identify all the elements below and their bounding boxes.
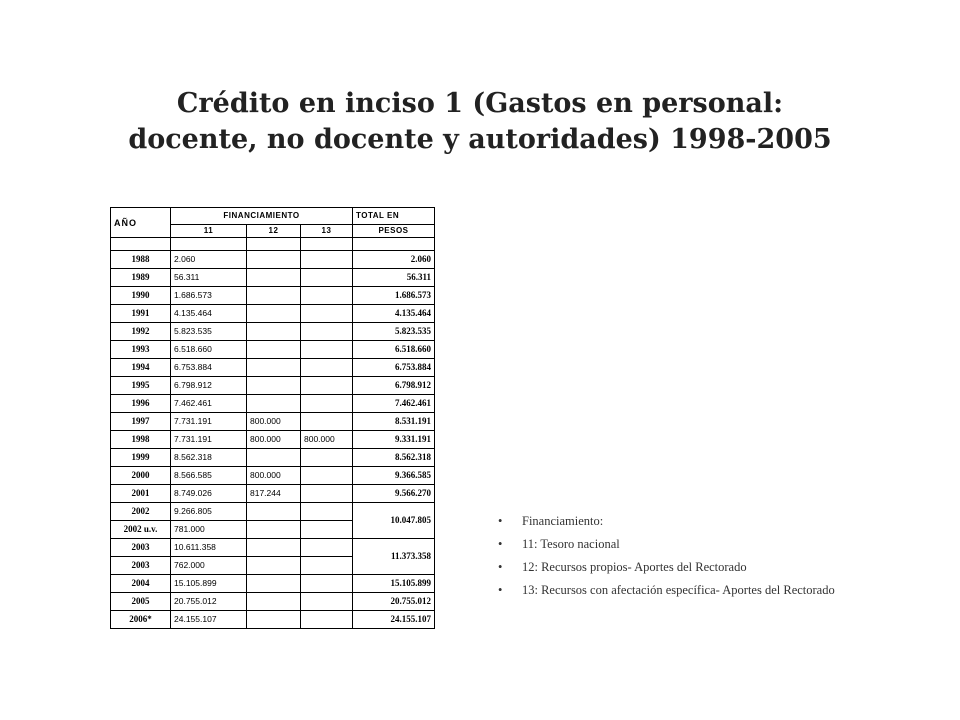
legend-item <box>498 514 878 529</box>
table-row <box>111 485 435 503</box>
total-cell: 9.566.270 <box>353 485 435 503</box>
source-12-cell <box>247 323 301 341</box>
legend-text: 11: Tesoro nacional <box>522 537 620 551</box>
source-12-cell: 817.244 <box>247 485 301 503</box>
year-cell: 2006* <box>111 611 171 629</box>
year-cell: 2000 <box>111 467 171 485</box>
bullet-icon: • <box>498 560 503 574</box>
year-cell: 2003 <box>111 557 171 575</box>
source-12-cell: 800.000 <box>247 467 301 485</box>
table-row <box>111 395 435 413</box>
source-12-cell <box>247 575 301 593</box>
source-13-cell <box>301 395 353 413</box>
source-13-cell <box>301 611 353 629</box>
source-13-cell <box>301 341 353 359</box>
spacer-cell <box>301 238 353 251</box>
total-cell: 6.753.884 <box>353 359 435 377</box>
year-cell: 1988 <box>111 251 171 269</box>
spacer-cell <box>111 238 171 251</box>
source-13-cell <box>301 323 353 341</box>
year-cell: 1992 <box>111 323 171 341</box>
source-13-cell <box>301 467 353 485</box>
col-13-header: 13 <box>301 225 353 238</box>
year-cell: 1991 <box>111 305 171 323</box>
year-cell: 2004 <box>111 575 171 593</box>
total-cell: 7.462.461 <box>353 395 435 413</box>
source-13-cell <box>301 575 353 593</box>
table-row <box>111 413 435 431</box>
credit-table <box>110 207 435 629</box>
source-11-cell: 20.755.012 <box>171 593 247 611</box>
total-cell: 9.331.191 <box>353 431 435 449</box>
table-row <box>111 269 435 287</box>
bullet-icon: • <box>498 514 503 528</box>
source-11-cell: 10.611.358 <box>171 539 247 557</box>
year-cell: 1995 <box>111 377 171 395</box>
source-13-cell <box>301 557 353 575</box>
source-12-cell <box>247 341 301 359</box>
source-12-cell <box>247 503 301 521</box>
total-header-pesos: PESOS <box>353 225 435 238</box>
table-row <box>111 611 435 629</box>
year-cell: 2002 u.v. <box>111 521 171 539</box>
year-cell: 1997 <box>111 413 171 431</box>
source-11-cell: 8.749.026 <box>171 485 247 503</box>
source-11-cell: 7.462.461 <box>171 395 247 413</box>
total-header: TOTAL EN <box>353 208 435 225</box>
source-12-cell <box>247 305 301 323</box>
title-line-2: docente, no docente y autoridades) 1998-2005 <box>128 124 832 155</box>
source-11-cell: 6.753.884 <box>171 359 247 377</box>
source-12-cell <box>247 611 301 629</box>
source-12-cell <box>247 593 301 611</box>
source-12-cell <box>247 449 301 467</box>
legend-item <box>498 560 878 575</box>
col-12-header: 12 <box>247 225 301 238</box>
source-11-cell: 6.798.912 <box>171 377 247 395</box>
source-13-cell <box>301 521 353 539</box>
source-12-cell <box>247 269 301 287</box>
source-11-cell: 8.566.585 <box>171 467 247 485</box>
total-cell: 4.135.464 <box>353 305 435 323</box>
source-13-cell <box>301 287 353 305</box>
source-11-cell: 15.105.899 <box>171 575 247 593</box>
source-11-cell: 1.686.573 <box>171 287 247 305</box>
year-cell: 1996 <box>111 395 171 413</box>
source-13-cell <box>301 503 353 521</box>
total-cell: 10.047.805 <box>353 503 435 539</box>
year-cell: 2005 <box>111 593 171 611</box>
source-13-cell <box>301 485 353 503</box>
source-11-cell: 2.060 <box>171 251 247 269</box>
table-row <box>111 251 435 269</box>
table-row <box>111 431 435 449</box>
source-11-cell: 7.731.191 <box>171 413 247 431</box>
year-cell: 1990 <box>111 287 171 305</box>
source-12-cell <box>247 557 301 575</box>
table-row <box>111 503 435 521</box>
source-12-cell <box>247 251 301 269</box>
legend-item <box>498 583 878 598</box>
total-cell: 2.060 <box>353 251 435 269</box>
total-cell: 8.562.318 <box>353 449 435 467</box>
year-cell: 1994 <box>111 359 171 377</box>
table-row <box>111 593 435 611</box>
title-line-1: Crédito en inciso 1 (Gastos en personal: <box>176 88 784 119</box>
total-cell: 20.755.012 <box>353 593 435 611</box>
source-13-cell <box>301 539 353 557</box>
source-13-cell <box>301 449 353 467</box>
year-cell: 1998 <box>111 431 171 449</box>
total-cell: 8.531.191 <box>353 413 435 431</box>
source-11-cell: 762.000 <box>171 557 247 575</box>
source-11-cell: 5.823.535 <box>171 323 247 341</box>
table-spacer-row <box>111 238 435 251</box>
source-11-cell: 8.562.318 <box>171 449 247 467</box>
source-11-cell: 24.155.107 <box>171 611 247 629</box>
source-13-cell <box>301 305 353 323</box>
source-13-cell <box>301 269 353 287</box>
table-row <box>111 377 435 395</box>
source-13-cell: 800.000 <box>301 431 353 449</box>
source-13-cell <box>301 359 353 377</box>
total-cell: 11.373.358 <box>353 539 435 575</box>
slide-title <box>40 86 920 158</box>
table-header-row <box>111 208 435 225</box>
total-cell: 5.823.535 <box>353 323 435 341</box>
table-row <box>111 359 435 377</box>
source-12-cell <box>247 287 301 305</box>
source-11-cell: 781.000 <box>171 521 247 539</box>
table-row <box>111 341 435 359</box>
source-12-cell <box>247 521 301 539</box>
legend-item <box>498 537 878 552</box>
table-row <box>111 449 435 467</box>
source-12-cell <box>247 359 301 377</box>
table-row <box>111 539 435 557</box>
source-11-cell: 56.311 <box>171 269 247 287</box>
year-cell: 2001 <box>111 485 171 503</box>
source-11-cell: 9.266.805 <box>171 503 247 521</box>
table-row <box>111 467 435 485</box>
spacer-cell <box>353 238 435 251</box>
total-cell: 6.518.660 <box>353 341 435 359</box>
table-row <box>111 575 435 593</box>
total-cell: 56.311 <box>353 269 435 287</box>
source-13-cell <box>301 413 353 431</box>
year-cell: 2003 <box>111 539 171 557</box>
source-11-cell: 6.518.660 <box>171 341 247 359</box>
source-12-cell: 800.000 <box>247 413 301 431</box>
total-cell: 6.798.912 <box>353 377 435 395</box>
financing-legend <box>498 514 878 606</box>
total-cell: 9.366.585 <box>353 467 435 485</box>
source-13-cell <box>301 593 353 611</box>
spacer-cell <box>171 238 247 251</box>
source-13-cell <box>301 251 353 269</box>
bullet-icon: • <box>498 583 503 597</box>
year-header: AÑO <box>111 208 171 238</box>
source-12-cell <box>247 395 301 413</box>
table-row <box>111 323 435 341</box>
year-cell: 1999 <box>111 449 171 467</box>
total-cell: 1.686.573 <box>353 287 435 305</box>
source-12-cell <box>247 539 301 557</box>
source-11-cell: 7.731.191 <box>171 431 247 449</box>
col-11-header: 11 <box>171 225 247 238</box>
financing-header: FINANCIAMIENTO <box>171 208 353 225</box>
table-row <box>111 287 435 305</box>
bullet-icon: • <box>498 537 503 551</box>
source-11-cell: 4.135.464 <box>171 305 247 323</box>
source-13-cell <box>301 377 353 395</box>
table-row <box>111 305 435 323</box>
total-cell: 15.105.899 <box>353 575 435 593</box>
total-cell: 24.155.107 <box>353 611 435 629</box>
legend-text: 13: Recursos con afectación específica- Aportes del Rectorado <box>522 583 835 597</box>
source-12-cell: 800.000 <box>247 431 301 449</box>
year-cell: 2002 <box>111 503 171 521</box>
legend-text: Financiamiento: <box>522 514 604 528</box>
year-cell: 1993 <box>111 341 171 359</box>
legend-text: 12: Recursos propios- Aportes del Rectorado <box>522 560 747 574</box>
spacer-cell <box>247 238 301 251</box>
year-cell: 1989 <box>111 269 171 287</box>
source-12-cell <box>247 377 301 395</box>
